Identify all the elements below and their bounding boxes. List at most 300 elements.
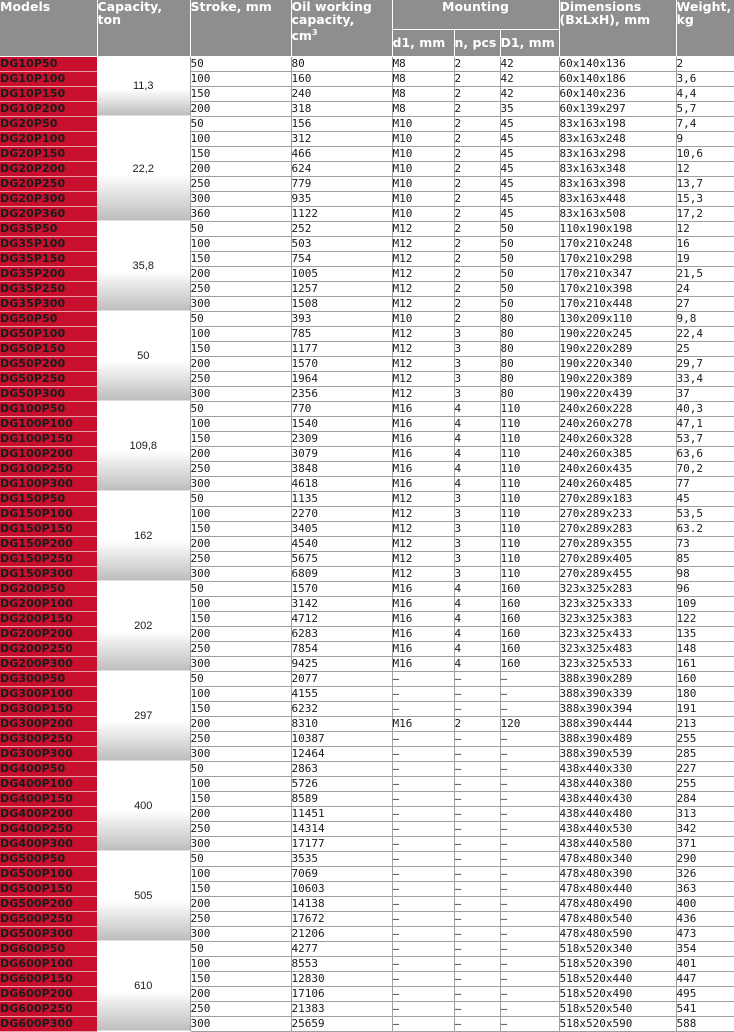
dimensions-cell: 83x163x448 [559,191,676,206]
oil-capacity-cell: 6232 [291,701,392,716]
D1-cell: 50 [500,236,559,251]
weight-cell: 9 [676,131,734,146]
D1-cell: — [500,971,559,986]
dimensions-cell: 110x190x198 [559,221,676,236]
d1-cell: — [392,836,454,851]
n-cell: 4 [454,611,500,626]
stroke-cell: 200 [190,716,291,731]
dimensions-cell: 270x289x183 [559,491,676,506]
weight-cell: 447 [676,971,734,986]
dimensions-cell: 323x325x433 [559,626,676,641]
model-cell: DG50P50 [0,311,97,326]
model-cell: DG50P200 [0,356,97,371]
oil-capacity-cell: 6809 [291,566,392,581]
weight-cell: 213 [676,716,734,731]
stroke-cell: 150 [190,611,291,626]
n-cell: 4 [454,461,500,476]
dimensions-cell: 270x289x405 [559,551,676,566]
n-cell: 3 [454,386,500,401]
dimensions-cell: 270x289x455 [559,566,676,581]
weight-cell: 33,4 [676,371,734,386]
dimensions-cell: 240x260x228 [559,401,676,416]
table-header [0,0,734,56]
model-cell: DG600P150 [0,971,97,986]
d1-cell: — [392,986,454,1001]
oil-capacity-cell: 9425 [291,656,392,671]
stroke-cell: 250 [190,821,291,836]
oil-capacity-cell: 3848 [291,461,392,476]
dimensions-cell: 170x210x248 [559,236,676,251]
model-cell: DG20P300 [0,191,97,206]
d1-cell: — [392,956,454,971]
n-cell: 2 [454,251,500,266]
dimensions-cell: 270x289x355 [559,536,676,551]
stroke-cell: 50 [190,56,291,71]
d1-cell: — [392,851,454,866]
weight-cell: 12 [676,221,734,236]
table-row [0,851,734,866]
stroke-cell: 100 [190,776,291,791]
stroke-cell: 50 [190,671,291,686]
weight-cell: 13,7 [676,176,734,191]
dimensions-cell: 388x390x339 [559,686,676,701]
D1-cell: 110 [500,566,559,581]
dimensions-cell: 478x480x340 [559,851,676,866]
model-cell: DG10P150 [0,86,97,101]
stroke-cell: 150 [190,86,291,101]
table-row [0,761,734,776]
d1-cell: M10 [392,116,454,131]
D1-cell: — [500,926,559,941]
oil-capacity-cell: 4712 [291,611,392,626]
n-cell: — [454,881,500,896]
stroke-cell: 300 [190,926,291,941]
model-cell: DG500P150 [0,881,97,896]
d1-cell: M8 [392,56,454,71]
n-cell: — [454,911,500,926]
model-cell: DG20P150 [0,146,97,161]
d1-cell: M12 [392,251,454,266]
oil-capacity-cell: 240 [291,86,392,101]
D1-cell: 45 [500,176,559,191]
oil-capacity-cell: 5675 [291,551,392,566]
dimensions-cell: 478x480x590 [559,926,676,941]
model-cell: DG600P50 [0,941,97,956]
stroke-cell: 100 [190,506,291,521]
model-cell: DG200P250 [0,641,97,656]
d1-cell: — [392,971,454,986]
n-cell: 4 [454,656,500,671]
oil-capacity-cell: 1122 [291,206,392,221]
weight-cell: 436 [676,911,734,926]
dimensions-cell: 438x440x480 [559,806,676,821]
n-cell: — [454,806,500,821]
model-cell: DG300P100 [0,686,97,701]
D1-cell: — [500,1001,559,1016]
weight-cell: 227 [676,761,734,776]
D1-cell: — [500,806,559,821]
model-cell: DG600P200 [0,986,97,1001]
weight-cell: 541 [676,1001,734,1016]
oil-capacity-cell: 4540 [291,536,392,551]
model-cell: DG300P50 [0,671,97,686]
D1-cell: — [500,701,559,716]
D1-cell: 50 [500,221,559,236]
model-cell: DG35P100 [0,236,97,251]
oil-capacity-cell: 3405 [291,521,392,536]
dimensions-cell: 190x220x439 [559,386,676,401]
n-cell: — [454,896,500,911]
d1-cell: M10 [392,146,454,161]
D1-cell: 80 [500,386,559,401]
weight-cell: 12 [676,161,734,176]
n-cell: 3 [454,356,500,371]
D1-cell: 45 [500,116,559,131]
header-capacity: Capacity, ton [97,0,190,56]
oil-capacity-cell: 1005 [291,266,392,281]
oil-capacity-cell: 21206 [291,926,392,941]
weight-cell: 191 [676,701,734,716]
stroke-cell: 150 [190,341,291,356]
dimensions-cell: 240x260x485 [559,476,676,491]
n-cell: 2 [454,146,500,161]
dimensions-cell: 240x260x435 [559,461,676,476]
capacity-cell: 22,2 [97,116,190,221]
stroke-cell: 150 [190,971,291,986]
model-cell: DG500P100 [0,866,97,881]
stroke-cell: 250 [190,1001,291,1016]
model-cell: DG100P150 [0,431,97,446]
D1-cell: 80 [500,311,559,326]
dimensions-cell: 518x520x440 [559,971,676,986]
d1-cell: — [392,686,454,701]
D1-cell: 160 [500,581,559,596]
d1-cell: M16 [392,431,454,446]
oil-capacity-cell: 14314 [291,821,392,836]
D1-cell: — [500,896,559,911]
model-cell: DG20P360 [0,206,97,221]
weight-cell: 98 [676,566,734,581]
n-cell: 3 [454,551,500,566]
d1-cell: M12 [392,371,454,386]
dimensions-cell: 83x163x198 [559,116,676,131]
d1-cell: — [392,941,454,956]
stroke-cell: 250 [190,731,291,746]
stroke-cell: 50 [190,401,291,416]
capacity-cell: 162 [97,491,190,581]
dimensions-cell: 478x480x440 [559,881,676,896]
capacity-cell: 50 [97,311,190,401]
D1-cell: 42 [500,56,559,71]
dimensions-cell: 240x260x385 [559,446,676,461]
weight-cell: 3,6 [676,71,734,86]
oil-capacity-cell: 1570 [291,581,392,596]
stroke-cell: 100 [190,326,291,341]
oil-capacity-cell: 5726 [291,776,392,791]
dimensions-cell: 323x325x283 [559,581,676,596]
D1-cell: — [500,851,559,866]
oil-capacity-cell: 1257 [291,281,392,296]
dimensions-cell: 83x163x298 [559,146,676,161]
stroke-cell: 250 [190,371,291,386]
stroke-cell: 100 [190,236,291,251]
weight-cell: 122 [676,611,734,626]
stroke-cell: 200 [190,986,291,1001]
stroke-cell: 100 [190,131,291,146]
n-cell: — [454,866,500,881]
d1-cell: M8 [392,71,454,86]
dimensions-cell: 518x520x490 [559,986,676,1001]
stroke-cell: 300 [190,566,291,581]
header-oil-capacity-unit: cm [291,28,312,44]
d1-cell: M10 [392,131,454,146]
D1-cell: 110 [500,536,559,551]
D1-cell: — [500,776,559,791]
model-cell: DG600P250 [0,1001,97,1016]
capacity-cell: 35,8 [97,221,190,311]
table-row [0,56,734,71]
D1-cell: 45 [500,146,559,161]
oil-capacity-cell: 1570 [291,356,392,371]
dimensions-cell: 438x440x530 [559,821,676,836]
d1-cell: M16 [392,626,454,641]
oil-capacity-cell: 8310 [291,716,392,731]
weight-cell: 401 [676,956,734,971]
d1-cell: M16 [392,401,454,416]
n-cell: 2 [454,71,500,86]
weight-cell: 109 [676,596,734,611]
table-row [0,116,734,131]
model-cell: DG150P300 [0,566,97,581]
D1-cell: 110 [500,551,559,566]
model-cell: DG35P250 [0,281,97,296]
D1-cell: 160 [500,596,559,611]
oil-capacity-cell: 12464 [291,746,392,761]
n-cell: — [454,926,500,941]
oil-capacity-cell: 503 [291,236,392,251]
model-cell: DG200P200 [0,626,97,641]
header-weight: Weight, kg [676,0,734,56]
stroke-cell: 300 [190,836,291,851]
weight-cell: 285 [676,746,734,761]
capacity-cell: 109,8 [97,401,190,491]
model-cell: DG300P300 [0,746,97,761]
weight-cell: 290 [676,851,734,866]
D1-cell: 50 [500,266,559,281]
oil-capacity-cell: 754 [291,251,392,266]
oil-capacity-cell: 17672 [291,911,392,926]
D1-cell: — [500,881,559,896]
D1-cell: 160 [500,656,559,671]
d1-cell: — [392,671,454,686]
n-cell: — [454,836,500,851]
dimensions-cell: 60x140x236 [559,86,676,101]
D1-cell: 45 [500,131,559,146]
stroke-cell: 100 [190,866,291,881]
model-cell: DG300P150 [0,701,97,716]
d1-cell: — [392,821,454,836]
D1-cell: — [500,866,559,881]
d1-cell: M16 [392,476,454,491]
weight-cell: 180 [676,686,734,701]
d1-cell: M10 [392,161,454,176]
stroke-cell: 50 [190,116,291,131]
model-cell: DG20P50 [0,116,97,131]
dimensions-cell: 518x520x540 [559,1001,676,1016]
dimensions-cell: 438x440x580 [559,836,676,851]
weight-cell: 326 [676,866,734,881]
model-cell: DG400P200 [0,806,97,821]
dimensions-cell: 240x260x278 [559,416,676,431]
oil-capacity-cell: 1540 [291,416,392,431]
weight-cell: 363 [676,881,734,896]
d1-cell: M12 [392,506,454,521]
stroke-cell: 200 [190,806,291,821]
stroke-cell: 100 [190,596,291,611]
dimensions-cell: 190x220x245 [559,326,676,341]
d1-cell: — [392,866,454,881]
header-D1: D1, mm [500,29,559,56]
stroke-cell: 300 [190,656,291,671]
table-row [0,581,734,596]
stroke-cell: 300 [190,191,291,206]
D1-cell: — [500,1016,559,1031]
d1-cell: M8 [392,101,454,116]
header-n: n, pcs [454,29,500,56]
n-cell: 4 [454,626,500,641]
header-stroke: Stroke, mm [190,0,291,56]
d1-cell: — [392,761,454,776]
model-cell: DG35P200 [0,266,97,281]
weight-cell: 313 [676,806,734,821]
d1-cell: M12 [392,521,454,536]
oil-capacity-cell: 1508 [291,296,392,311]
weight-cell: 400 [676,896,734,911]
model-cell: DG400P50 [0,761,97,776]
stroke-cell: 200 [190,446,291,461]
D1-cell: — [500,686,559,701]
capacity-cell: 400 [97,761,190,851]
stroke-cell: 360 [190,206,291,221]
model-cell: DG10P100 [0,71,97,86]
n-cell: 3 [454,491,500,506]
model-cell: DG10P50 [0,56,97,71]
n-cell: 3 [454,566,500,581]
oil-capacity-cell: 1177 [291,341,392,356]
D1-cell: 50 [500,281,559,296]
oil-capacity-cell: 935 [291,191,392,206]
weight-cell: 9,8 [676,311,734,326]
d1-cell: — [392,1001,454,1016]
d1-cell: M12 [392,386,454,401]
D1-cell: 110 [500,401,559,416]
D1-cell: 110 [500,476,559,491]
d1-cell: — [392,911,454,926]
n-cell: 2 [454,101,500,116]
oil-capacity-cell: 4618 [291,476,392,491]
dimensions-cell: 388x390x394 [559,701,676,716]
D1-cell: 45 [500,206,559,221]
d1-cell: — [392,926,454,941]
weight-cell: 495 [676,986,734,1001]
model-cell: DG50P100 [0,326,97,341]
stroke-cell: 250 [190,551,291,566]
model-cell: DG400P100 [0,776,97,791]
weight-cell: 160 [676,671,734,686]
D1-cell: 50 [500,296,559,311]
stroke-cell: 200 [190,266,291,281]
model-cell: DG150P250 [0,551,97,566]
oil-capacity-cell: 11451 [291,806,392,821]
oil-capacity-cell: 4277 [291,941,392,956]
d1-cell: — [392,731,454,746]
d1-cell: M10 [392,191,454,206]
model-cell: DG100P250 [0,461,97,476]
dimensions-cell: 438x440x380 [559,776,676,791]
stroke-cell: 150 [190,146,291,161]
capacity-cell: 505 [97,851,190,941]
n-cell: 2 [454,236,500,251]
weight-cell: 77 [676,476,734,491]
weight-cell: 73 [676,536,734,551]
model-cell: DG200P150 [0,611,97,626]
d1-cell: — [392,701,454,716]
oil-capacity-cell: 252 [291,221,392,236]
weight-cell: 22,4 [676,326,734,341]
n-cell: — [454,776,500,791]
weight-cell: 40,3 [676,401,734,416]
dimensions-cell: 83x163x248 [559,131,676,146]
n-cell: 2 [454,161,500,176]
D1-cell: 160 [500,626,559,641]
dimensions-cell: 518x520x390 [559,956,676,971]
d1-cell: M16 [392,656,454,671]
capacity-cell: 202 [97,581,190,671]
n-cell: 2 [454,296,500,311]
weight-cell: 354 [676,941,734,956]
stroke-cell: 300 [190,746,291,761]
model-cell: DG200P100 [0,596,97,611]
d1-cell: M12 [392,536,454,551]
weight-cell: 63,6 [676,446,734,461]
oil-capacity-cell: 17106 [291,986,392,1001]
D1-cell: 120 [500,716,559,731]
d1-cell: M10 [392,311,454,326]
stroke-cell: 150 [190,791,291,806]
oil-capacity-cell: 318 [291,101,392,116]
n-cell: — [454,761,500,776]
model-cell: DG400P150 [0,791,97,806]
stroke-cell: 150 [190,521,291,536]
d1-cell: M16 [392,416,454,431]
n-cell: 3 [454,521,500,536]
model-cell: DG600P100 [0,956,97,971]
n-cell: 3 [454,341,500,356]
stroke-cell: 150 [190,431,291,446]
d1-cell: M12 [392,236,454,251]
weight-cell: 5,7 [676,101,734,116]
dimensions-cell: 240x260x328 [559,431,676,446]
weight-cell: 473 [676,926,734,941]
weight-cell: 588 [676,1016,734,1031]
oil-capacity-cell: 3079 [291,446,392,461]
n-cell: 2 [454,176,500,191]
stroke-cell: 100 [190,416,291,431]
D1-cell: — [500,821,559,836]
d1-cell: M12 [392,296,454,311]
oil-capacity-cell: 8553 [291,956,392,971]
dimensions-cell: 518x520x340 [559,941,676,956]
